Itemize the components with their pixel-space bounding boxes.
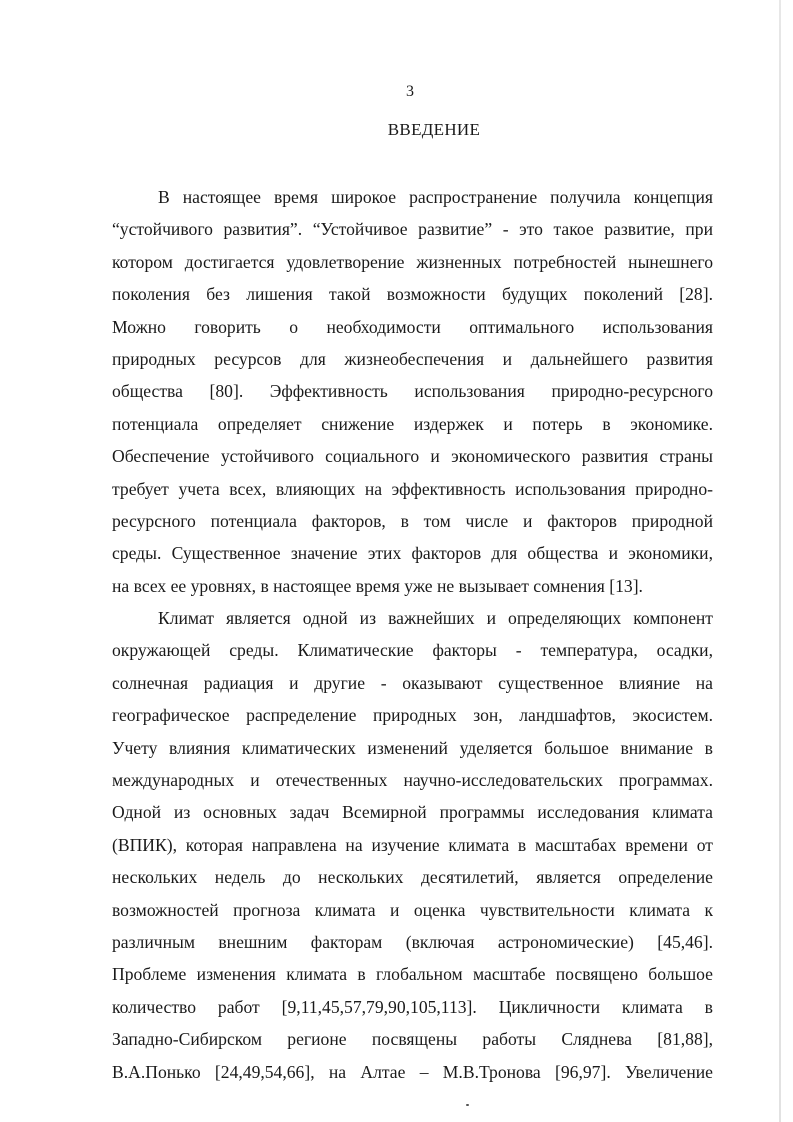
body-text [112, 181, 713, 1088]
paragraph-1-line: “устойчивого развития”. “Устойчивое развитие” - это такое развитие, при [112, 219, 713, 240]
paragraph-1-line: ресурсного потенциала факторов, в том числе и факторов природной [112, 510, 713, 531]
paragraph-2-line: различным внешним факторам (включая астрономические) [45,46]. [112, 931, 713, 952]
paragraph-1-line: природных ресурсов для жизнеобеспечения и дальнейшего развития [112, 348, 713, 369]
paragraph-1-line: поколения без лишения такой возможности будущих поколений [28]. [112, 284, 713, 305]
paragraph-1-line: требует учета всех, влияющих на эффективность использования природно- [112, 478, 713, 499]
paragraph-2-line: нескольких недель до нескольких десятилетий, является определение [112, 867, 713, 888]
paragraph-2-line: Климат является одной из важнейших и определяющих компонент [158, 608, 713, 629]
paragraph-1-line: на всех ее уровнях, в настоящее время уже не вызывает сомнения [13]. [112, 575, 643, 596]
paragraph-1-line: В настоящее время широкое распространение получила концепция [158, 187, 713, 207]
paragraph-2-line: международных и отечественных научно-исследовательских программах. [112, 770, 713, 791]
paragraph-1-line: общества [80]. Эффективность использования природно-ресурсного [112, 381, 713, 402]
paragraph-2-line: Учету влияния климатических изменений уделяется большое внимание в [112, 737, 713, 758]
paragraph-2-line: солнечная радиация и другие - оказывают существенное влияние на [112, 672, 713, 693]
page-number: 3 [406, 83, 414, 100]
paragraph-2-line: географическое распределение природных зон, ландшафтов, экосистем. [112, 705, 713, 726]
paragraph-1-line: Обеспечение устойчивого социального и экономического развития страны [112, 446, 713, 467]
paragraph-1-line: потенциала определяет снижение издержек и потерь в экономике. [112, 413, 713, 434]
paragraph-1-line: среды. Существенное значение этих факторов для общества и экономики, [112, 543, 713, 564]
paragraph-2-line: (ВПИК), которая направлена на изучение климата в масштабах времени от [112, 834, 713, 855]
paragraph-2-line: Проблеме изменения климата в глобальном масштабе посвящено большое [112, 964, 713, 985]
paragraph-1-line: котором достигается удовлетворение жизненных потребностей нынешнего [112, 251, 713, 272]
paragraph-1-line: Можно говорить о необходимости оптимального использования [112, 316, 713, 337]
scan-speck [466, 1104, 469, 1106]
paragraph-2-line: Западно-Сибирском регионе посвящены работы Сляднева [81,88], [112, 1029, 713, 1050]
paragraph-2-line: окружающей среды. Климатические факторы - температура, осадки, [112, 640, 713, 661]
scan-edge-shadow [779, 0, 781, 1122]
paragraph-2-line: Одной из основных задач Всемирной программы исследования климата [112, 802, 713, 823]
section-heading: ВВЕДЕНИЕ [387, 120, 481, 139]
paragraph-2-line: В.А.Понько [24,49,54,66], на Алтае – М.В.Тронова [96,97]. Увеличение [112, 1061, 713, 1082]
paragraph-2-line: количество работ [9,11,45,57,79,90,105,113]. Цикличности климата в [112, 996, 713, 1017]
paragraph-2-line: возможностей прогноза климата и оценка чувствительности климата к [112, 899, 713, 920]
